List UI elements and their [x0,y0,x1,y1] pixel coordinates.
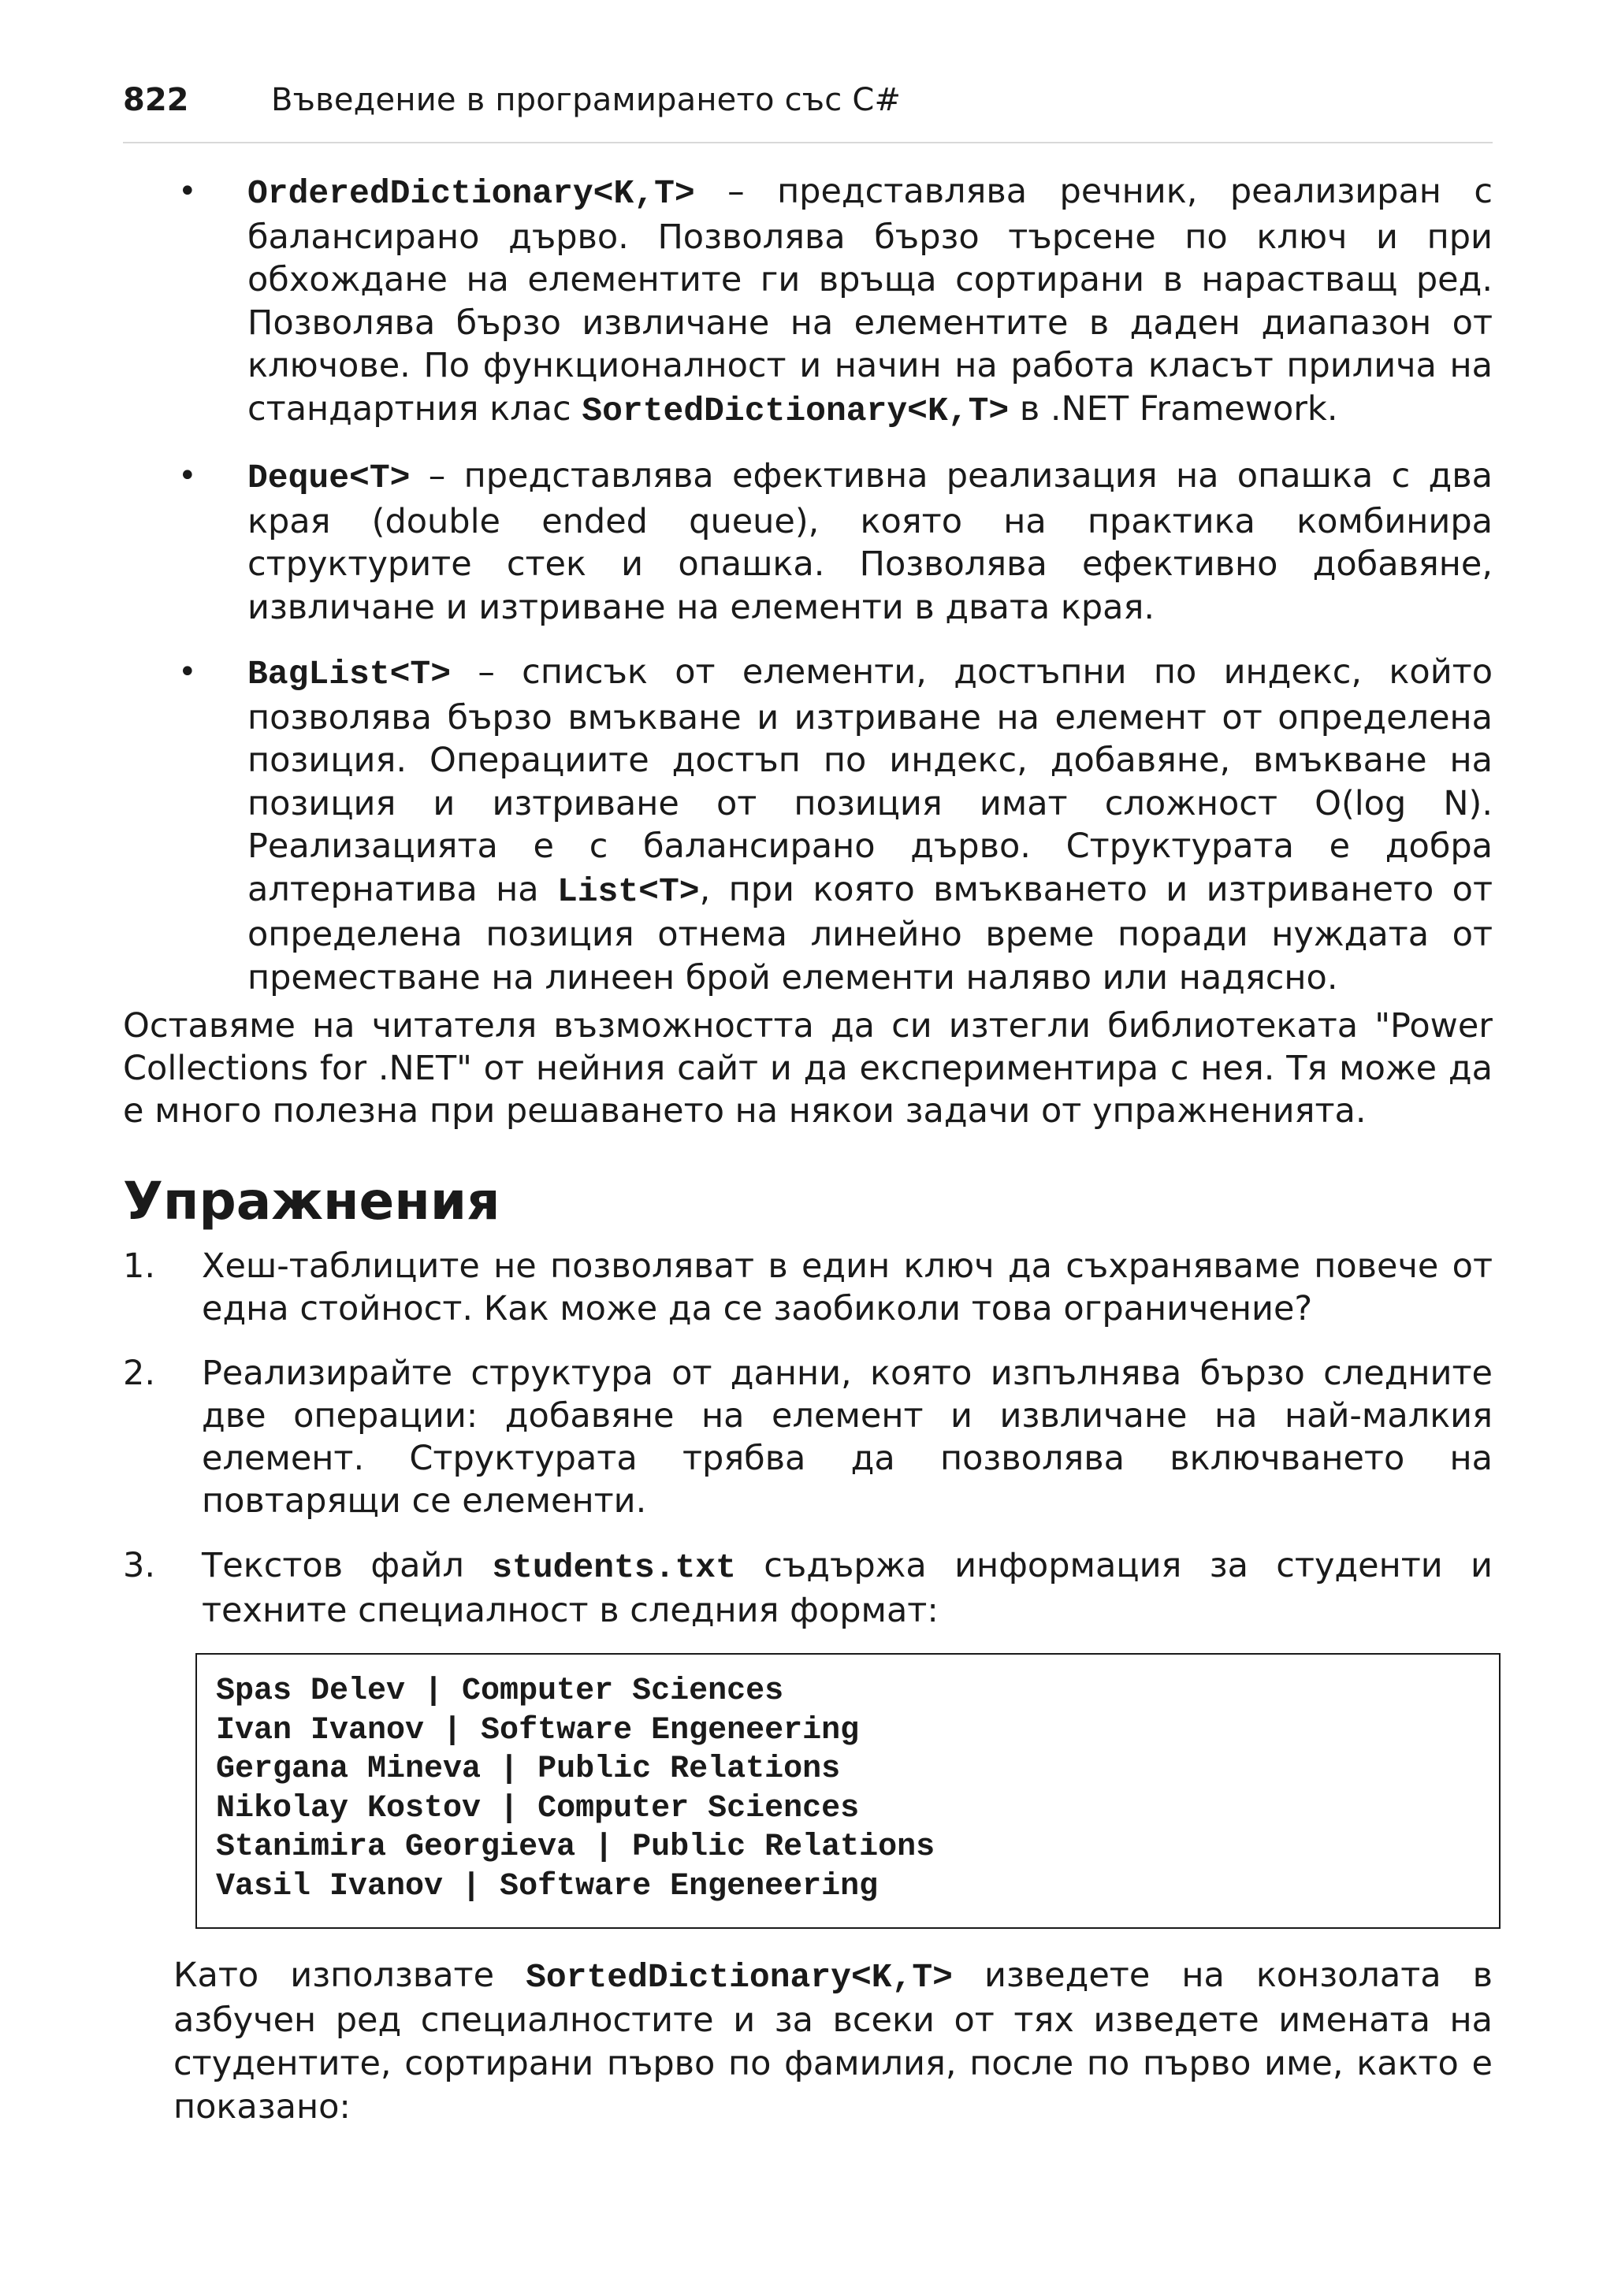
exercise-text [202,1544,1493,1632]
bullet-marker: • [178,654,197,690]
bullet-description-end: , при която вмъкването и изтриването от определена позиция отнема линейно време поради нуждата от преместване на линеен брой елементи наляво или надясно. [247,869,1493,998]
closing-paragraph [173,1954,1493,2129]
bullet-description: – представлява ефективна реализация на опашка с два края (double ended queue), която на практика комбинира структурите стек и опашка. Позволява ефективно добавяне, извличане и изтриване на елементи в двата края. [247,456,1493,627]
code-block [195,1653,1501,1929]
bullet-marker: • [178,173,197,210]
bullet-item-deque [123,455,1493,629]
bullet-item-baglist [123,651,1493,999]
code-line: Ivan Ivanov | Software Engeneering [216,1712,860,1748]
bullet-description: – представлява речник, реализиран с балансирано дърво. Позволява бързо търсене по ключ и при обхождане на елементите ги връща сортирани в нарастващ ред. Позволява бързо извличане на елементите в даден диапазон от ключове. По функционалност и начин на работа класът прилича на стандартния клас [247,172,1493,429]
code-line: Vasil Ivanov | Software Engeneering [216,1868,879,1904]
code-line: Gergana Mineva | Public Relations [216,1752,841,1787]
exercise-item-3 [123,1544,1493,1632]
exercise-number: 3. [123,1546,156,1585]
code-term: Deque<T> [247,459,411,497]
exercise-text: Хеш-таблиците не позволяват в един ключ да съхраняваме повече от една стойност. Как може да се заобиколи това ограничение? [202,1246,1493,1328]
exercise-number: 1. [123,1246,156,1286]
code-line: Nikolay Kostov | Computer Sciences [216,1790,860,1826]
code-line: Stanimira Georgieva | Public Relations [216,1830,935,1865]
exercise-item-2 [123,1352,1493,1522]
exercise-list [123,1245,1493,1654]
bullet-item-ordered-dictionary [123,170,1493,433]
closing-text-start: Като използвате [173,1956,526,1995]
inline-code: SortedDictionary<K,T> [526,1958,953,1997]
code-term: BagList<T> [247,655,452,693]
exercise-text-start: Текстов файл [202,1546,493,1585]
inline-code-filename: students.txt [492,1548,736,1587]
inline-code: List<T> [556,871,700,911]
code-line: Spas Delev | Computer Sciences [216,1674,784,1709]
code-term: OrderedDictionary<K,T> [247,174,695,213]
running-title: Въведение в програмирането със C# [271,82,902,118]
page-header [123,82,1493,143]
exercise-number: 2. [123,1354,156,1393]
body-paragraph: Оставяме на читателя възможността да си изтегли библиотеката "Power Collections for .NET" от нейния сайт и да експериментира с нея. Тя може да е много полезна при решаването на някои задачи от упражненията. [123,1006,1493,1131]
exercise-item-1 [123,1245,1493,1330]
bullet-text [247,455,1493,629]
bullet-list [123,170,1493,1021]
bullet-description: – списък от елементи, достъпни по индекс, който позволява бързо вмъкване и изтриване на елемент от определена позиция. Операциите достъп по индекс, добавяне, вмъкване на позиция и изтриване от позиция имат сложност O(log N). Реализацията е с балансирано дърво. Структурата е добра алтернатива на [247,652,1493,909]
exercise-text: Реализирайте структура от данни, която изпълнява бързо следните две операции: добавяне на елемент и извличане на най-малкия елемент. Структурата трябва да позволява включването на повтарящи се елементи. [202,1354,1493,1521]
bullet-description-end: в .NET Framework. [1009,388,1338,429]
exercise-text-end: съдържа информация за студенти и техните специалност в следния формат: [202,1546,1493,1630]
inline-code: SortedDictionary<K,T> [582,391,1010,430]
bullet-marker: • [178,458,197,494]
bullet-text [247,170,1493,433]
section-heading: Упражнения [123,1171,500,1232]
bullet-text [247,651,1493,999]
page-number: 822 [123,82,189,118]
closing-text-end: изведете на конзолата в азбучен ред специалностите и за всеки от тях изведете имената на студентите, сортирани първо по фамилия, после по първо име, както е показано: [173,1956,1493,2127]
